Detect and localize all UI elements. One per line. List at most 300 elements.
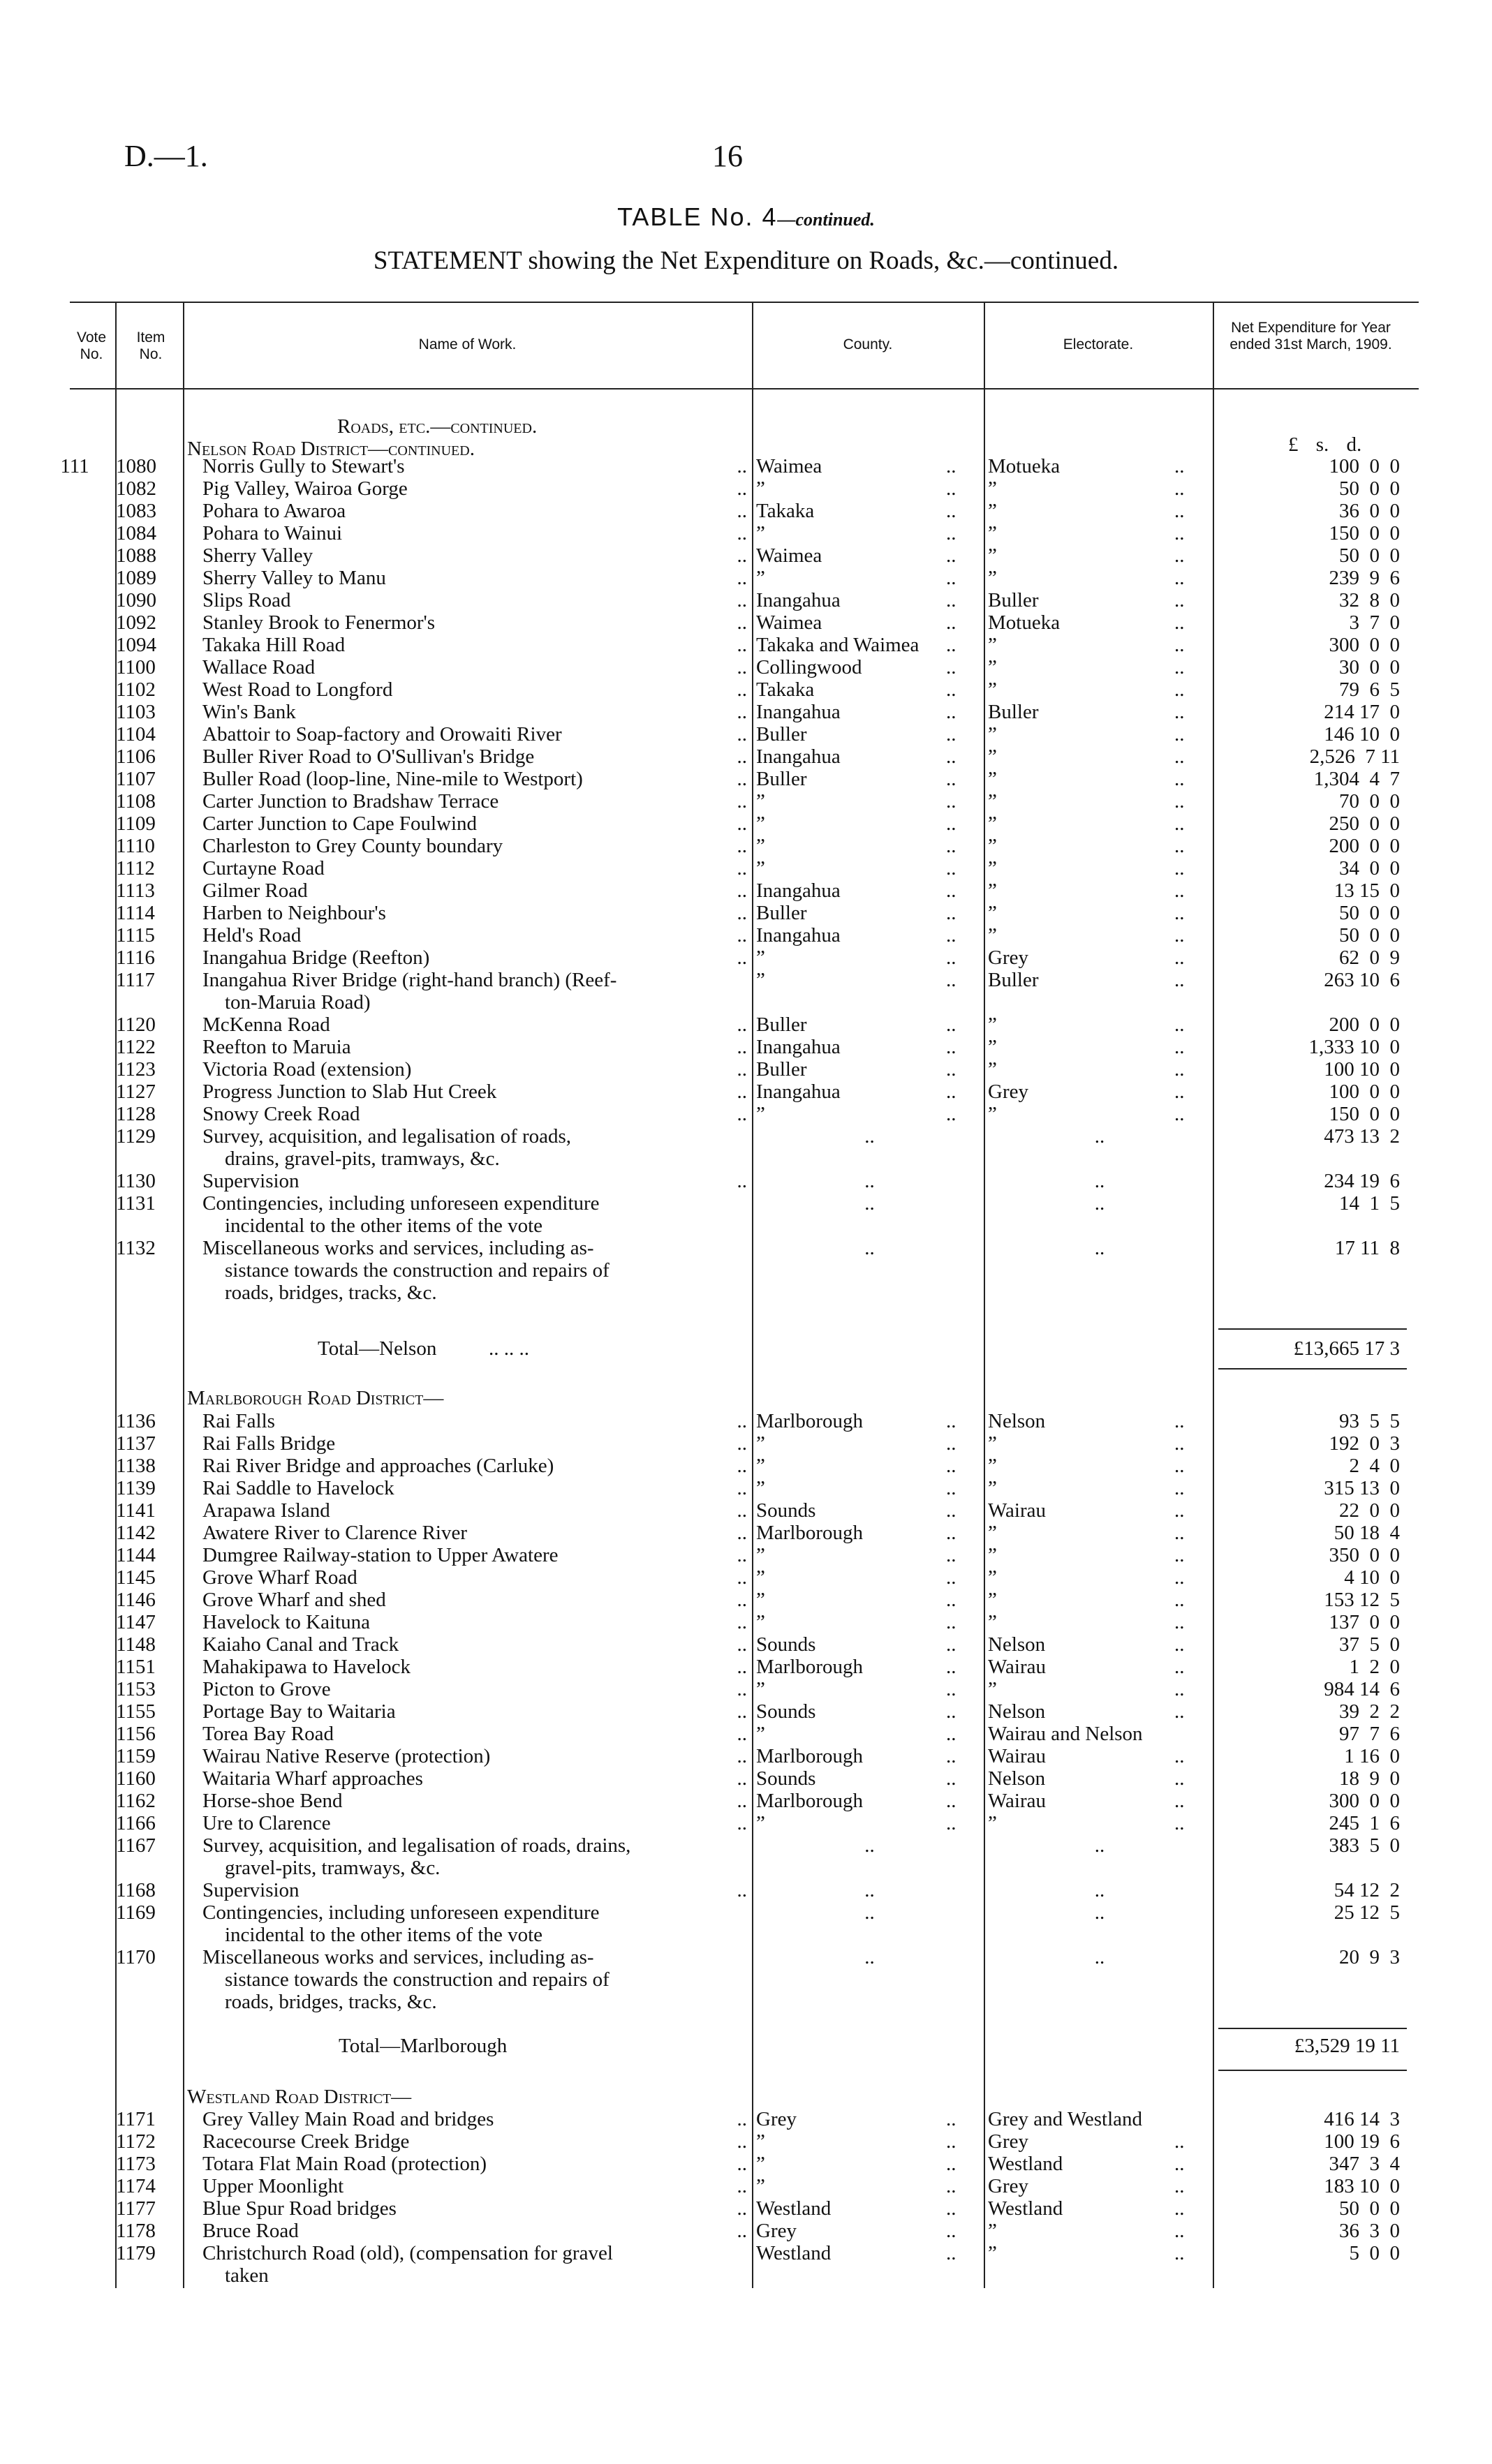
- electorate-name: Wairau and Nelson: [988, 1723, 1143, 1745]
- item-number: 1139: [116, 1477, 156, 1499]
- item-number: 1108: [116, 790, 156, 812]
- amount: 34 0 0: [1339, 857, 1400, 880]
- work-name-text: Survey, acquisition, and legalisation of roads,: [202, 1125, 572, 1148]
- electorate-name: ”: [988, 880, 997, 902]
- table-row: [0, 1767, 1492, 1790]
- leader-dots: ..: [737, 1566, 747, 1589]
- work-name-text: Survey, acquisition, and legalisation of roads, drains,: [202, 1834, 631, 1857]
- table-row: [0, 812, 1492, 835]
- leader-dots: ..: [1174, 1014, 1185, 1036]
- item-number: 1090: [116, 589, 156, 611]
- work-name-continued: roads, bridges, tracks, &c.: [225, 1282, 437, 1304]
- work-name: [202, 2108, 747, 2130]
- work-name-text: Mahakipawa to Havelock: [202, 1656, 411, 1678]
- work-name: [202, 857, 747, 880]
- work-name: [202, 1723, 747, 1745]
- work-name: [202, 455, 747, 477]
- amount: 315 13 0: [1324, 1477, 1400, 1499]
- work-name-text: Victoria Road (extension): [202, 1058, 412, 1081]
- electorate-name: ”: [988, 1432, 997, 1455]
- amount: 183 10 0: [1324, 2175, 1400, 2197]
- county-name: ”: [756, 969, 765, 991]
- leader-dots: ..: [737, 723, 747, 745]
- county-name: ”: [756, 1477, 765, 1499]
- table-row: [0, 1058, 1492, 1081]
- nelson-total-value: £13,665 17 3: [1293, 1337, 1400, 1360]
- amount: 150 0 0: [1329, 1103, 1400, 1125]
- electorate-name: Buller: [988, 701, 1039, 723]
- work-name: [202, 500, 747, 522]
- amount: 150 0 0: [1329, 522, 1400, 544]
- work-name-continued: incidental to the other items of the vote: [225, 1924, 543, 1946]
- leader-dots: ..: [946, 880, 956, 902]
- leader-dots: ..: [946, 1410, 956, 1432]
- leader-dots: ..: [1174, 1566, 1185, 1589]
- leader-dots: ..: [946, 902, 956, 924]
- work-name-text: Reefton to Maruia: [202, 1036, 351, 1058]
- work-name: [202, 2197, 747, 2220]
- item-number: 1083: [116, 500, 156, 522]
- leader-dots: ..: [737, 2108, 747, 2130]
- item-number: 1167: [116, 1834, 156, 1857]
- leader-dots: ..: [946, 1656, 956, 1678]
- item-number: 1145: [116, 1566, 156, 1589]
- work-name: [202, 902, 747, 924]
- county-name: Waimea: [756, 611, 822, 634]
- table-row: [0, 1700, 1492, 1723]
- work-name: [202, 522, 747, 544]
- work-name-text: Rai Saddle to Havelock: [202, 1477, 394, 1499]
- work-name-text: Contingencies, including unforeseen expenditure: [202, 1192, 600, 1215]
- table-row: [0, 745, 1492, 768]
- table-row: [0, 589, 1492, 611]
- item-number: 1106: [116, 745, 156, 768]
- table-row: [0, 1678, 1492, 1700]
- work-name: [202, 1477, 747, 1499]
- work-name: [202, 835, 747, 857]
- amount: 1,333 10 0: [1308, 1036, 1400, 1058]
- amount: 97 7 6: [1339, 1723, 1400, 1745]
- amount: 17 11 8: [1334, 1237, 1400, 1259]
- work-name: [202, 768, 747, 790]
- amount: 50 0 0: [1339, 902, 1400, 924]
- work-name: [202, 1237, 747, 1259]
- leader-dots: ..: [1174, 1036, 1185, 1058]
- table-row: [0, 1656, 1492, 1678]
- county-name: ”: [756, 790, 765, 812]
- table-row: [0, 902, 1492, 924]
- leader-dots: ..: [737, 745, 747, 768]
- work-name: [202, 589, 747, 611]
- work-name: [202, 1081, 747, 1103]
- county-name: ”: [756, 1678, 765, 1700]
- table-row: [0, 1014, 1492, 1036]
- electorate-name: ”: [988, 857, 997, 880]
- leader-dots: ..: [1174, 522, 1185, 544]
- leader-dots: ..: [1174, 1410, 1185, 1432]
- electorate-name: ”: [988, 634, 997, 656]
- item-number: 1170: [116, 1946, 156, 1968]
- work-name: [202, 1432, 747, 1455]
- leader-dots: ..: [737, 701, 747, 723]
- table-row: [0, 1901, 1492, 1924]
- work-name-text: Wairau Native Reserve (protection): [202, 1745, 491, 1767]
- electorate-name: Wairau: [988, 1790, 1047, 1812]
- table-row: [0, 455, 1492, 477]
- amount: 245 1 6: [1329, 1812, 1400, 1834]
- leader-dots: ..: [737, 522, 747, 544]
- amount: 192 0 3: [1329, 1432, 1400, 1455]
- leader-dots: ..: [946, 2108, 956, 2130]
- leader-dots: ..: [1174, 589, 1185, 611]
- leader-dots: ..: [1174, 924, 1185, 947]
- electorate-name: ”: [988, 1036, 997, 1058]
- electorate-name: ”: [988, 1611, 997, 1633]
- leader-dots: ..: [737, 1767, 747, 1790]
- electorate-name: Grey: [988, 1081, 1028, 1103]
- amount: 30 0 0: [1339, 656, 1400, 678]
- leader-dots: ..: [946, 589, 956, 611]
- work-name-text: Waitaria Wharf approaches: [202, 1767, 423, 1790]
- leader-dots: ..: [1174, 1633, 1185, 1656]
- electorate-name: ”: [988, 1477, 997, 1499]
- leader-dots: ..: [737, 1432, 747, 1455]
- leader-dots: ..: [1174, 768, 1185, 790]
- work-name-text: Buller River Road to O'Sullivan's Bridge: [202, 745, 535, 768]
- work-name-text: Charleston to Grey County boundary: [202, 835, 503, 857]
- col-header-net-expenditure: Net Expenditure for Year ended 31st March, 1909.: [1229, 320, 1392, 352]
- table-row: [0, 2175, 1492, 2197]
- leader-dots: ..: [737, 500, 747, 522]
- leader-dots: ..: [1174, 567, 1185, 589]
- leader-dots: ..: [737, 924, 747, 947]
- work-name-text: Carter Junction to Cape Foulwind: [202, 812, 478, 835]
- leader-dots: ..: [737, 1723, 747, 1745]
- table-row: [0, 477, 1492, 500]
- leader-dots: ..: [1174, 477, 1185, 500]
- electorate-name: ”: [988, 1566, 997, 1589]
- work-name-text: Kaiaho Canal and Track: [202, 1633, 399, 1656]
- leader-dots: ..: [737, 812, 747, 835]
- item-number: 1123: [116, 1058, 156, 1081]
- amount: 137 0 0: [1329, 1611, 1400, 1633]
- leader-dots: ..: [946, 611, 956, 634]
- leader-dots: ..: [737, 1058, 747, 1081]
- leader-dots: ..: [946, 500, 956, 522]
- leader-dots: ..: [946, 567, 956, 589]
- amount: 1 16 0: [1344, 1745, 1400, 1767]
- work-name: [202, 1170, 747, 1192]
- electorate-name: ”: [988, 1058, 997, 1081]
- leader-dots: ..: [1174, 1432, 1185, 1455]
- item-number: 1131: [116, 1192, 156, 1215]
- table-row: [0, 611, 1492, 634]
- county-name: Takaka: [756, 500, 815, 522]
- leader-dots: ..: [946, 1790, 956, 1812]
- item-number: 1160: [116, 1767, 156, 1790]
- work-name: [202, 947, 747, 969]
- work-name: [202, 678, 747, 701]
- leader-dots: ..: [946, 790, 956, 812]
- electorate-name: ..: [1094, 1125, 1105, 1148]
- leader-dots: ..: [1174, 812, 1185, 835]
- amount: 100 0 0: [1329, 455, 1400, 477]
- leader-dots: ..: [1174, 1678, 1185, 1700]
- electorate-name: Nelson: [988, 1633, 1046, 1656]
- col-header-vote: Vote No.: [76, 329, 107, 362]
- county-name: ..: [864, 1834, 875, 1857]
- col-header-electorate: Electorate.: [1063, 336, 1134, 352]
- work-name-text: McKenna Road: [202, 1014, 330, 1036]
- table-row: [0, 1834, 1492, 1857]
- amount: 146 10 0: [1324, 723, 1400, 745]
- leader-dots: ..: [737, 1790, 747, 1812]
- work-name-text: Abattoir to Soap-factory and Orowaiti River: [202, 723, 562, 745]
- work-name-text: Buller Road (loop-line, Nine-mile to Westport): [202, 768, 583, 790]
- county-name: Inangahua: [756, 589, 841, 611]
- table-row: [0, 790, 1492, 812]
- roads-heading: Roads, etc.—continued.: [337, 415, 538, 438]
- page-number: 16: [712, 139, 743, 173]
- leader-dots: ..: [1174, 835, 1185, 857]
- leader-dots: ..: [1174, 2242, 1185, 2264]
- county-name: ”: [756, 1432, 765, 1455]
- work-name-text: Rai River Bridge and approaches (Carluke): [202, 1455, 554, 1477]
- leader-dots: ..: [1174, 678, 1185, 701]
- item-number: 1144: [116, 1544, 156, 1566]
- nelson-district-heading: Nelson Road District—continued.: [187, 438, 475, 460]
- work-name: [202, 790, 747, 812]
- work-name-text: Win's Bank: [202, 701, 296, 723]
- work-name-text: Takaka Hill Road: [202, 634, 346, 656]
- work-name-continued: ton-Maruia Road): [225, 991, 371, 1014]
- electorate-name: ”: [988, 745, 997, 768]
- amount: 200 0 0: [1329, 1014, 1400, 1036]
- work-name: [202, 611, 747, 634]
- amount: 383 5 0: [1329, 1834, 1400, 1857]
- leader-dots: ..: [737, 1036, 747, 1058]
- amount: 25 12 5: [1334, 1901, 1400, 1924]
- work-name: [202, 1036, 747, 1058]
- county-name: Marlborough: [756, 1410, 864, 1432]
- amount: 214 17 0: [1324, 701, 1400, 723]
- work-name: [202, 634, 747, 656]
- electorate-name: ”: [988, 1544, 997, 1566]
- leader-dots: ..: [737, 611, 747, 634]
- item-number: 1147: [116, 1611, 156, 1633]
- item-number: 1129: [116, 1125, 156, 1148]
- table-row: [0, 2242, 1492, 2264]
- amount: 93 5 5: [1339, 1410, 1400, 1432]
- leader-dots: ..: [737, 2153, 747, 2175]
- table-row: [0, 1410, 1492, 1432]
- header-bottom-rule: [70, 388, 1419, 389]
- leader-dots: ..: [737, 857, 747, 880]
- leader-dots: ..: [1174, 1767, 1185, 1790]
- table-top-rule: [70, 302, 1419, 303]
- amount: 5 0 0: [1349, 2242, 1400, 2264]
- county-name: Sounds: [756, 1767, 816, 1790]
- item-number: 1179: [116, 2242, 156, 2264]
- leader-dots: ..: [737, 902, 747, 924]
- vote-number: 111: [60, 455, 89, 477]
- table-row: [0, 1611, 1492, 1633]
- amount: 39 2 2: [1339, 1700, 1400, 1723]
- item-number: 1142: [116, 1522, 156, 1544]
- leader-dots: ..: [946, 1081, 956, 1103]
- work-name-text: Picton to Grove: [202, 1678, 331, 1700]
- work-name-text: Upper Moonlight: [202, 2175, 344, 2197]
- county-name: Buller: [756, 1058, 807, 1081]
- leader-dots: ..: [1174, 2153, 1185, 2175]
- table-row: [0, 1192, 1492, 1215]
- county-name: ”: [756, 1455, 765, 1477]
- amount: 100 0 0: [1329, 1081, 1400, 1103]
- electorate-name: ”: [988, 723, 997, 745]
- work-name: [202, 1790, 747, 1812]
- work-name-text: Gilmer Road: [202, 880, 308, 902]
- leader-dots: ..: [1174, 1611, 1185, 1633]
- leader-dots: ..: [946, 1544, 956, 1566]
- work-name: [202, 1544, 747, 1566]
- amount: 50 0 0: [1339, 924, 1400, 947]
- item-number: 1156: [116, 1723, 156, 1745]
- electorate-name: Westland: [988, 2197, 1063, 2220]
- county-name: ”: [756, 812, 765, 835]
- work-name: [202, 1879, 747, 1901]
- leader-dots: ..: [946, 1432, 956, 1455]
- leader-dots: ..: [946, 522, 956, 544]
- work-name-text: Portage Bay to Waitaria: [202, 1700, 396, 1723]
- table-title-suffix: —continued.: [777, 209, 875, 230]
- electorate-name: Motueka: [988, 611, 1061, 634]
- work-name: [202, 1410, 747, 1432]
- table-row: [0, 1544, 1492, 1566]
- leader-dots: ..: [1174, 701, 1185, 723]
- county-name: ”: [756, 1544, 765, 1566]
- leader-dots: ..: [946, 924, 956, 947]
- work-name: [202, 1745, 747, 1767]
- work-name-text: Inangahua Bridge (Reefton): [202, 947, 430, 969]
- leader-dots: ..: [1174, 1790, 1185, 1812]
- leader-dots: ..: [737, 1656, 747, 1678]
- electorate-name: ”: [988, 1014, 997, 1036]
- amount: 250 0 0: [1329, 812, 1400, 835]
- westland-district-heading: Westland Road District—: [187, 2086, 412, 2108]
- leader-dots: ..: [737, 1745, 747, 1767]
- amount: 350 0 0: [1329, 1544, 1400, 1566]
- leader-dots: ..: [1174, 1103, 1185, 1125]
- work-name-text: Sherry Valley to Manu: [202, 567, 386, 589]
- amount: 50 0 0: [1339, 544, 1400, 567]
- county-name: ..: [864, 1879, 875, 1901]
- leader-dots: ..: [1174, 1812, 1185, 1834]
- leader-dots: ..: [737, 634, 747, 656]
- work-name: [202, 1633, 747, 1656]
- electorate-name: Grey and Westland: [988, 2108, 1143, 2130]
- leader-dots: ..: [1174, 1058, 1185, 1081]
- col-header-name: Name of Work.: [418, 336, 517, 352]
- leader-dots: ..: [1174, 2197, 1185, 2220]
- work-name: [202, 1946, 747, 1968]
- work-name: [202, 1103, 747, 1125]
- leader-dots: ..: [737, 768, 747, 790]
- leader-dots: ..: [946, 2220, 956, 2242]
- item-number: 1104: [116, 723, 156, 745]
- electorate-name: Grey: [988, 947, 1028, 969]
- work-name-text: Progress Junction to Slab Hut Creek: [202, 1081, 497, 1103]
- item-number: 1171: [116, 2108, 156, 2130]
- item-number: 1112: [116, 857, 155, 880]
- work-name: [202, 1522, 747, 1544]
- amount: 100 10 0: [1324, 1058, 1400, 1081]
- item-number: 1082: [116, 477, 156, 500]
- table-row: [0, 835, 1492, 857]
- item-number: 1172: [116, 2130, 156, 2153]
- item-number: 1128: [116, 1103, 156, 1125]
- leader-dots: ..: [946, 1812, 956, 1834]
- county-name: ”: [756, 1566, 765, 1589]
- work-name: [202, 2175, 747, 2197]
- work-name: [202, 1014, 747, 1036]
- work-name: [202, 1611, 747, 1633]
- amount: 263 10 6: [1324, 969, 1400, 991]
- county-name: Marlborough: [756, 1656, 864, 1678]
- leader-dots: ..: [946, 1723, 956, 1745]
- work-name-text: Torea Bay Road: [202, 1723, 334, 1745]
- electorate-name: ”: [988, 1812, 997, 1834]
- table-row: [0, 701, 1492, 723]
- leader-dots: ..: [946, 656, 956, 678]
- leader-dots: ..: [1174, 745, 1185, 768]
- item-number: 1103: [116, 701, 156, 723]
- electorate-name: Buller: [988, 969, 1039, 991]
- item-number: 1109: [116, 812, 156, 835]
- amount: 416 14 3: [1324, 2108, 1400, 2130]
- amount: 36 3 0: [1339, 2220, 1400, 2242]
- county-name: Marlborough: [756, 1790, 864, 1812]
- work-name: [202, 2220, 747, 2242]
- amount: 54 12 2: [1334, 1879, 1400, 1901]
- electorate-name: ”: [988, 1678, 997, 1700]
- leader-dots: ..: [946, 1700, 956, 1723]
- item-number: 1115: [116, 924, 155, 947]
- table-row: [0, 1477, 1492, 1499]
- work-name-continued: sistance towards the construction and repairs of: [225, 1259, 610, 1282]
- leader-dots: ..: [737, 1611, 747, 1633]
- work-name: [202, 723, 747, 745]
- work-name-text: Slips Road: [202, 589, 291, 611]
- electorate-name: ”: [988, 567, 997, 589]
- item-number: 1127: [116, 1081, 156, 1103]
- work-name-text: Awatere River to Clarence River: [202, 1522, 468, 1544]
- leader-dots: ..: [737, 656, 747, 678]
- leader-dots: ..: [737, 947, 747, 969]
- work-name: [202, 2153, 747, 2175]
- county-name: Waimea: [756, 544, 822, 567]
- leader-dots: ..: [737, 2130, 747, 2153]
- county-name: ”: [756, 1589, 765, 1611]
- table-row: [0, 567, 1492, 589]
- leader-dots: ..: [946, 1036, 956, 1058]
- work-name: [202, 1901, 747, 1924]
- county-name: Marlborough: [756, 1745, 864, 1767]
- work-name-text: Supervision: [202, 1170, 300, 1192]
- item-number: 1100: [116, 656, 156, 678]
- leader-dots: ..: [737, 1678, 747, 1700]
- leader-dots: ..: [737, 1633, 747, 1656]
- county-name: ..: [864, 1192, 875, 1215]
